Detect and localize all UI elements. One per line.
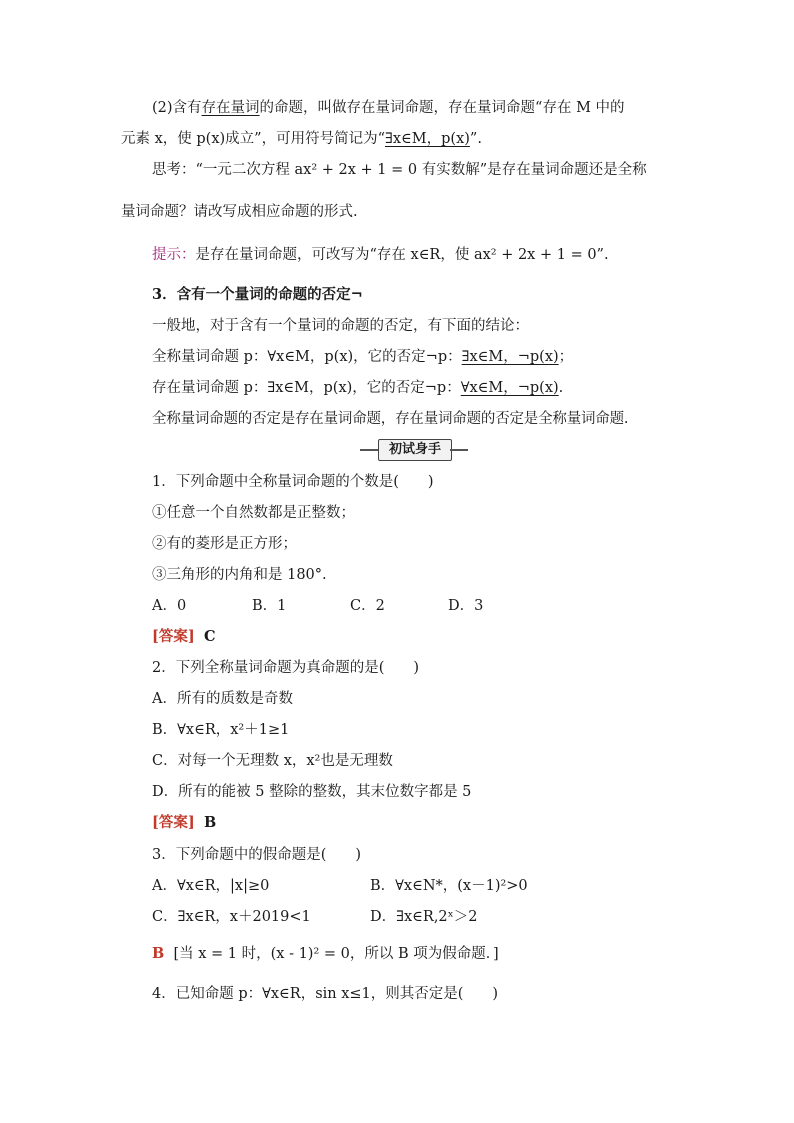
exist-def-line2: 元素 x，使 p(x)成立”，可用符号简记为“∃x∈M，p(x)”. (121, 131, 482, 147)
q3-options-row2 (152, 907, 694, 927)
q1-option-b: B．1 (252, 598, 287, 614)
badge-label: 初试身手 (378, 439, 452, 461)
q1-answer: [答案] C (152, 628, 216, 645)
q3-option-b: B．∀x∈N*，(x－1)²>0 (370, 878, 528, 894)
q1-item-3: ③三角形的内角和是 180°. (152, 567, 327, 583)
section3-row2: 存在量词命题 p：∃x∈M，p(x)，它的否定¬p：∀x∈M，¬p(x). (152, 380, 564, 396)
section3-row1: 全称量词命题 p：∀x∈M，p(x)，它的否定¬p：∃x∈M，¬p(x)； (152, 349, 574, 365)
q3-option-a: A．∀x∈R，|x|≥0 (152, 878, 270, 894)
exist-formula: ∃x∈M，p(x) (385, 131, 470, 147)
q1-option-d: D．3 (448, 598, 484, 614)
q3-answer: B [当 x = 1 时，(x - 1)² = 0，所以 B 项为假命题．] (152, 945, 499, 962)
q1-item-1: ①任意一个自然数都是正整数； (152, 505, 355, 521)
think-line1: 思考：“一元二次方程 ax² + 2x + 1 = 0 有实数解”是存在量词命题还是全称 (152, 162, 647, 178)
exist-def-line1: (2)含有存在量词的命题，叫做存在量词命题，存在量词命题“存在 M 中的 (152, 100, 625, 116)
q2-option-d: D．所有的能被 5 整除的整数，其末位数字都是 5 (152, 784, 472, 800)
q3-option-d: D．∃x∈R,2ˣ＞2 (370, 909, 478, 925)
q1-item-2: ②有的菱形是正方形； (152, 536, 297, 552)
q2-option-b: B．∀x∈R，x²＋1≥1 (152, 722, 290, 738)
q3-options-row1 (152, 876, 694, 896)
section-badge (360, 439, 468, 461)
hint-text: 是存在量词命题，可改写为“存在 x∈R，使 ax² + 2x + 1 = 0”. (195, 247, 609, 263)
q2-option-c: C．对每一个无理数 x，x²也是无理数 (152, 753, 393, 769)
q1-stem: 1．下列命题中全称量词命题的个数是( ) (152, 474, 434, 490)
hint-label: 提示： (152, 247, 196, 263)
q4-stem: 4．已知命题 p：∀x∈R，sin x≤1，则其否定是( ) (152, 986, 499, 1002)
section3-summary: 全称量词命题的否定是存在量词命题，存在量词命题的否定是全称量词命题. (152, 411, 629, 427)
q2-answer: [答案] B (152, 814, 217, 831)
q2-stem: 2．下列全称量词命题为真命题的是( ) (152, 660, 420, 676)
section3-title: 3．含有一个量词的命题的否定¬ (152, 286, 363, 303)
q1-option-c: C．2 (350, 598, 385, 614)
hint-line (152, 245, 694, 265)
q3-stem: 3．下列命题中的假命题是( ) (152, 847, 362, 863)
q3-option-c: C．∃x∈R，x＋2019<1 (152, 909, 311, 925)
exist-term: 存在量词 (201, 100, 260, 116)
q2-option-a: A．所有的质数是奇数 (152, 691, 293, 707)
q1-options (152, 596, 694, 616)
q1-option-a: A．0 (152, 598, 187, 614)
q3-explanation: [当 x = 1 时，(x - 1)² = 0，所以 B 项为假命题．] (173, 946, 499, 962)
think-line2: 量词命题？请改写成相应命题的形式. (121, 204, 358, 220)
section3-intro: 一般地，对于含有一个量词的命题的否定，有下面的结论： (152, 318, 529, 334)
